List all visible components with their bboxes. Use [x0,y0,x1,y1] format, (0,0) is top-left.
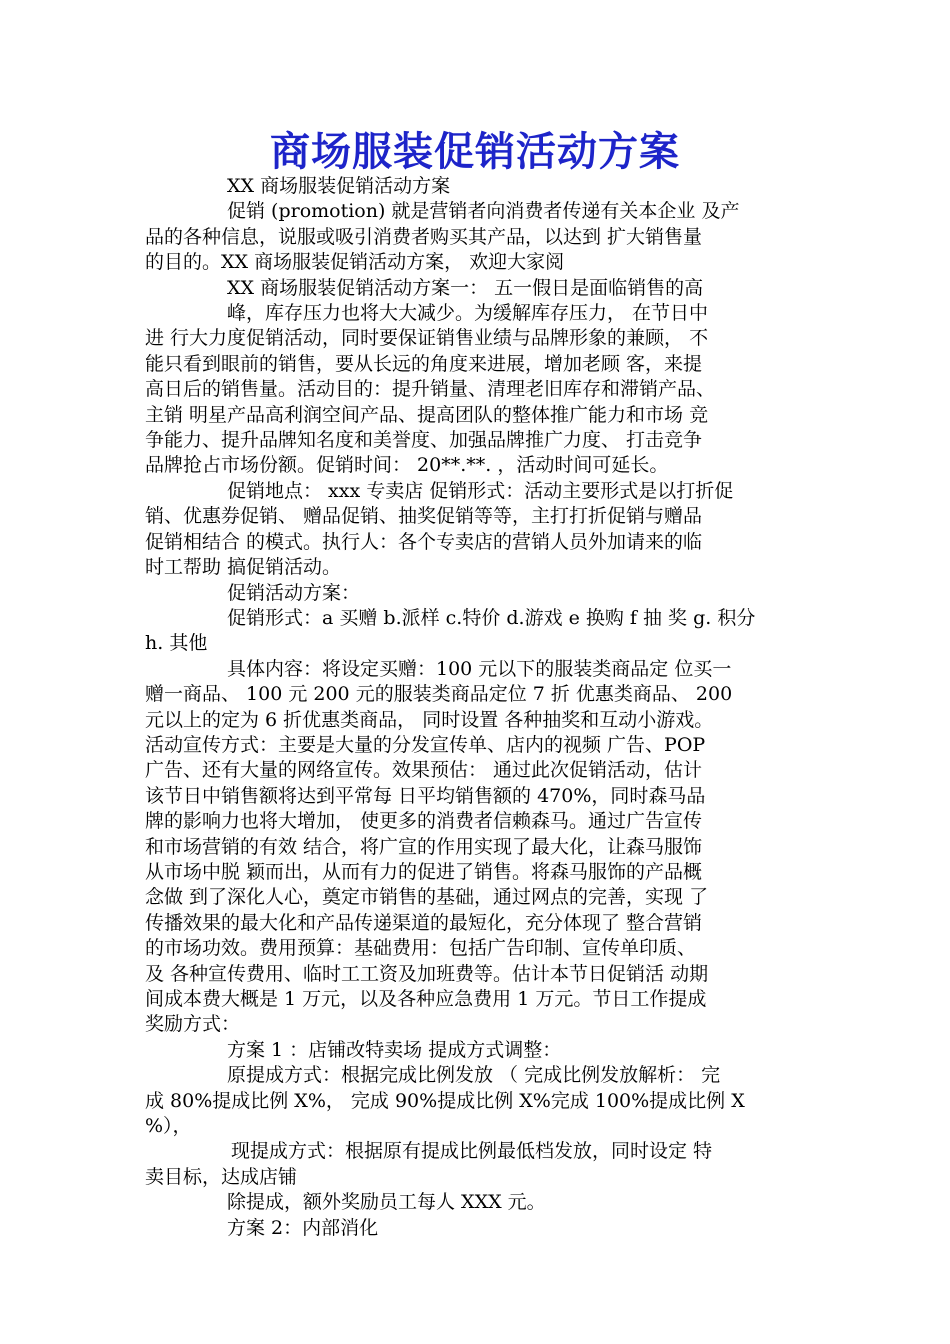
text-line: h. 其他 [145,632,208,655]
text-line: 该节日中销售额将达到平常每 日平均销售额的 470%，同时森马品 [145,784,706,807]
text-line: 促销形式：a 买赠 b.派样 c.特价 d.游戏 e 换购 f 抽 奖 g. 积分 [227,606,756,629]
text-line: 卖目标，达成店铺 [145,1165,298,1188]
text-line: 方案 1 ：店铺改特卖场 提成方式调整： [227,1038,562,1061]
text-line: 现提成方式：根据原有提成比例最低档发放，同时设定 特 [231,1140,713,1163]
text-line: 促销 (promotion) 就是营销者向消费者传递有关本企业 及产 [227,200,740,223]
text-line: 进 行大力度促销活动，同时要保证销售业绩与品牌形象的兼顾， 不 [145,327,709,350]
page-title: 商场服装促销活动方案 [270,129,680,175]
text-line: 活动宣传方式：主要是大量的分发宣传单、店内的视频 广告、POP [145,733,706,756]
text-line: 及 各种宣传费用、临时工工资及加班费等。估计本节日促销活 动期 [145,962,709,985]
text-line: XX 商场服装促销活动方案 [227,175,451,197]
text-line: XX 商场服装促销活动方案一： 五一假日是面临销售的高 [227,276,704,299]
text-line: 具体内容：将设定买赠：100 元以下的服装类商品定 位买一 [227,657,732,680]
text-line: 从市场中脱 颖而出，从而有力的促进了销售。将森马服饰的产品概 [145,860,703,883]
text-line: 促销地点： xxx 专卖店 促销形式：活动主要形式是以打折促 [227,479,734,502]
text-line: 元以上的定为 6 折优惠类商品， 同时设置 各种抽奖和互动小游戏。 [145,708,714,731]
text-line: 广告、还有大量的网络宣传。效果预估： 通过此次促销活动，估计 [145,759,703,782]
text-line: 除提成，额外奖励员工每人 XXX 元。 [227,1191,546,1214]
text-line: 峰，库存压力也将大大减少。为缓解库存压力， 在节日中 [227,302,709,325]
text-line: 成 80%提成比例 X%， 完成 90%提成比例 X%完成 100%提成比例 X [145,1089,745,1112]
text-line: 高日后的销售量。活动目的：提升销量、清理老旧库存和滞销产品、 [145,378,716,401]
text-line: 销、优惠券促销、 赠品促销、抽奖促销等等，主打打折促销与赠品 [145,505,703,528]
text-line: 主销 明星产品高利润空间产品、提高团队的整体推广能力和市场 竞 [145,403,709,426]
text-line: 争能力、提升品牌知名度和美誉度、加强品牌推广力度、 打击竞争 [145,429,703,452]
text-line: 的市场功效。费用预算：基础费用：包括广告印制、宣传单印质、 [145,937,697,960]
text-line: 传播效果的最大化和产品传递渠道的最短化，充分体现了 整合营销 [145,911,703,934]
document-body [145,174,807,1241]
text-line: 品牌抢占市场份额。促销时间： 20**.**. ，活动时间可延长。 [145,454,669,477]
text-line: 和市场营销的有效 结合，将广宣的作用实现了最大化，让森马服饰 [145,835,703,858]
text-line: 奖励方式： [145,1013,241,1036]
text-line: 能只看到眼前的销售，要从长远的角度来进展，增加老顾 客，来提 [145,352,703,375]
text-line: 念做 到了深化人心，奠定市销售的基础，通过网点的完善，实现 了 [145,886,709,909]
text-line: 促销相结合 的模式。执行人：各个专卖店的营销人员外加请来的临 [145,530,703,553]
text-line: 间成本费大概是 1 万元，以及各种应急费用 1 万元。节日工作提成 [145,988,707,1010]
text-line: 促销活动方案： [227,581,361,604]
text-line: 原提成方式：根据完成比例发放 （ 完成比例发放解析： 完 [227,1064,721,1087]
text-line: %）， [145,1115,192,1138]
text-line: 牌的影响力也将大增加， 使更多的消费者信赖森马。通过广告宣传 [145,810,703,833]
text-line: 的目的。XX 商场服装促销活动方案， 欢迎大家阅 [145,251,565,274]
text-line: 品的各种信息，说服或吸引消费者购买其产品，以达到 扩大销售量 [145,225,703,248]
text-line: 赠一商品、 100 元 200 元的服装类商品定位 7 折 优惠类商品、 200 [145,683,733,706]
text-line: 方案 2：内部消化 [227,1216,379,1239]
text-line: 时工帮助 搞促销活动。 [145,556,342,579]
